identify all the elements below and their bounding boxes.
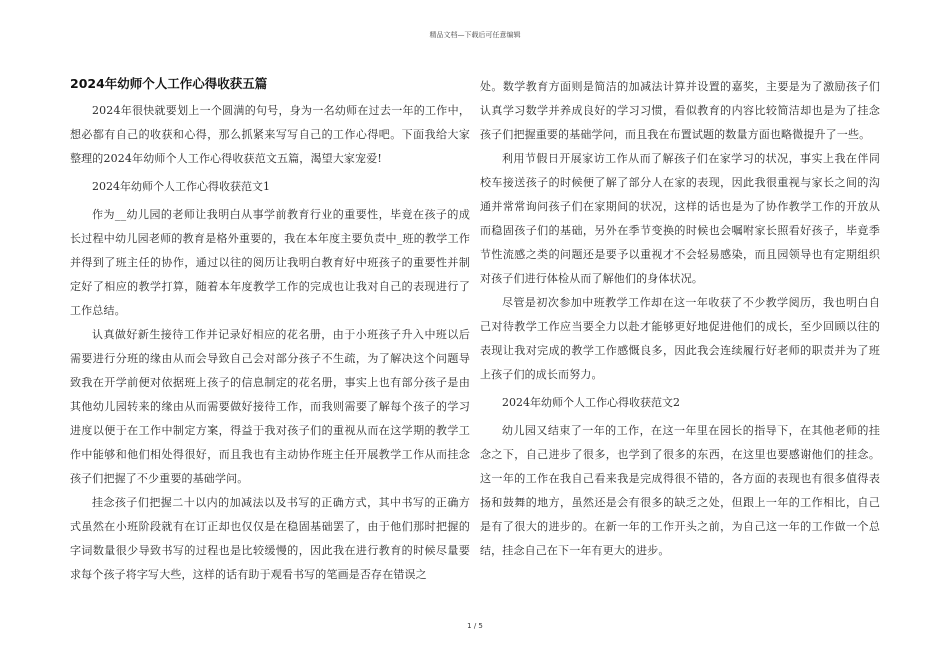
paragraph: 认真做好新生接待工作并记录好相应的花名册，由于小班孩子升入中班以后需要进行分班的缘由从而会导致自己会对部分孩子不生疏，为了解决这个问题导致我在开学前便对依据班上孩子的信息制定的花名册，事实上也有部分孩子是由其他幼儿园转来的缘由从而需要做好接待工作，而我则需要了解每个孩子的学习进度以便于在工作中制定方案，得益于我对孩子们的重视从而在这学期的教学工作中能够和他们相处得很好，而且我也有主动协作班主任开展教学工作从而挂念孩子们把握了不少重要的基础学问。 xyxy=(70,328,470,485)
intro-paragraph: 2024年很快就要划上一个圆满的句号，身为一名幼师在过去一年的工作中，想必都有自己的收获和心得，那么抓紧来写写自己的工作心得吧。下面我给大家整理的2024年幼师个人工作心得收获范文五篇，渴望大家宠爱! xyxy=(70,104,470,165)
right-column xyxy=(480,75,880,563)
page-header: 精品文档—下载后可任意编辑 xyxy=(429,31,521,39)
paragraph: 幼儿园又结束了一年的工作，在这一年里在园长的指导下，在其他老师的挂念之下，自己进步了很多，也学到了很多的东西，在这里也要感谢他们的挂念。这一年的工作在我自己看来我是完成得很不错的，各方面的表现也有很多值得表扬和鼓舞的地方，虽然还是会有很多的缺乏之处，但跟上一年的工作相比，自己是有了很大的进步的。在新一年的工作开头之前，为自己这一年的工作做一个总结，挂念自己在下一年有更大的进步。 xyxy=(480,424,880,557)
section-1-title: 2024年幼师个人工作心得收获范文1 xyxy=(92,180,270,193)
section-2-title: 2024年幼师个人工作心得收获范文2 xyxy=(502,396,680,409)
paragraph: 利用节假日开展家访工作从而了解孩子们在家学习的状况，事实上我在伴同校车接送孩子的时候便了解了部分人在家的表现，因此我很重视与家长之间的沟通并常常询问孩子们在家期间的状况，这样的话也是为了协作教学工作的开放从而稳固孩子们的基础，另外在季节变换的时候也会嘱咐家长照看好孩子，毕竟季节性流感之类的问题还是要予以重视才不会轻易感染，而且园领导也有定期组织对孩子们进行体检从而了解他们的身体状况。 xyxy=(480,152,880,285)
paragraph: 作为__幼儿园的老师让我明白从事学前教育行业的重要性，毕竟在孩子的成长过程中幼儿园老师的教育是格外重要的，我在本年度主要负责中_班的教学工作并得到了班主任的协作，通过以往的阅历让我明白教育好中班孩子的重要性并制定好了相应的教学打算，随着本年度教学工作的完成也让我对自己的表现进行了工作总结。 xyxy=(70,208,470,317)
page-number: 1 / 5 xyxy=(467,622,483,630)
document-title: 2024年幼师个人工作心得收获五篇 xyxy=(70,76,268,91)
left-column xyxy=(70,75,470,587)
paragraph-continued: 处。数学教育方面则是简洁的加减法计算并设置的嘉奖，主要是为了激励孩子们认真学习数学并养成良好的学习习惯，看似教育的内容比较简洁却也是为了挂念孩子们把握重要的基础学问，而且我在布置试题的数量方面也略微提升了一些。 xyxy=(480,80,880,141)
paragraph: 挂念孩子们把握二十以内的加减法以及书写的正确方式，其中书写的正确方式虽然在小班阶段就有在订正却也仅仅是在稳固基础罢了，由于他们那时把握的字词数量很少导致书写的过程也是比较缓慢的，因此我在进行教育的时候尽量要求每个孩子将字写大些，这样的话有助于观看书写的笔画是否存在错误之 xyxy=(70,496,470,581)
paragraph: 尽管是初次参加中班教学工作却在这一年收获了不少教学阅历，我也明白自己对待教学工作应当要全力以赴才能够更好地促进他们的成长，至少回顾以往的表现让我对完成的教学工作感慨良多，因此我会连续履行好老师的职责并为了班上孩子们的成长而努力。 xyxy=(480,296,880,381)
